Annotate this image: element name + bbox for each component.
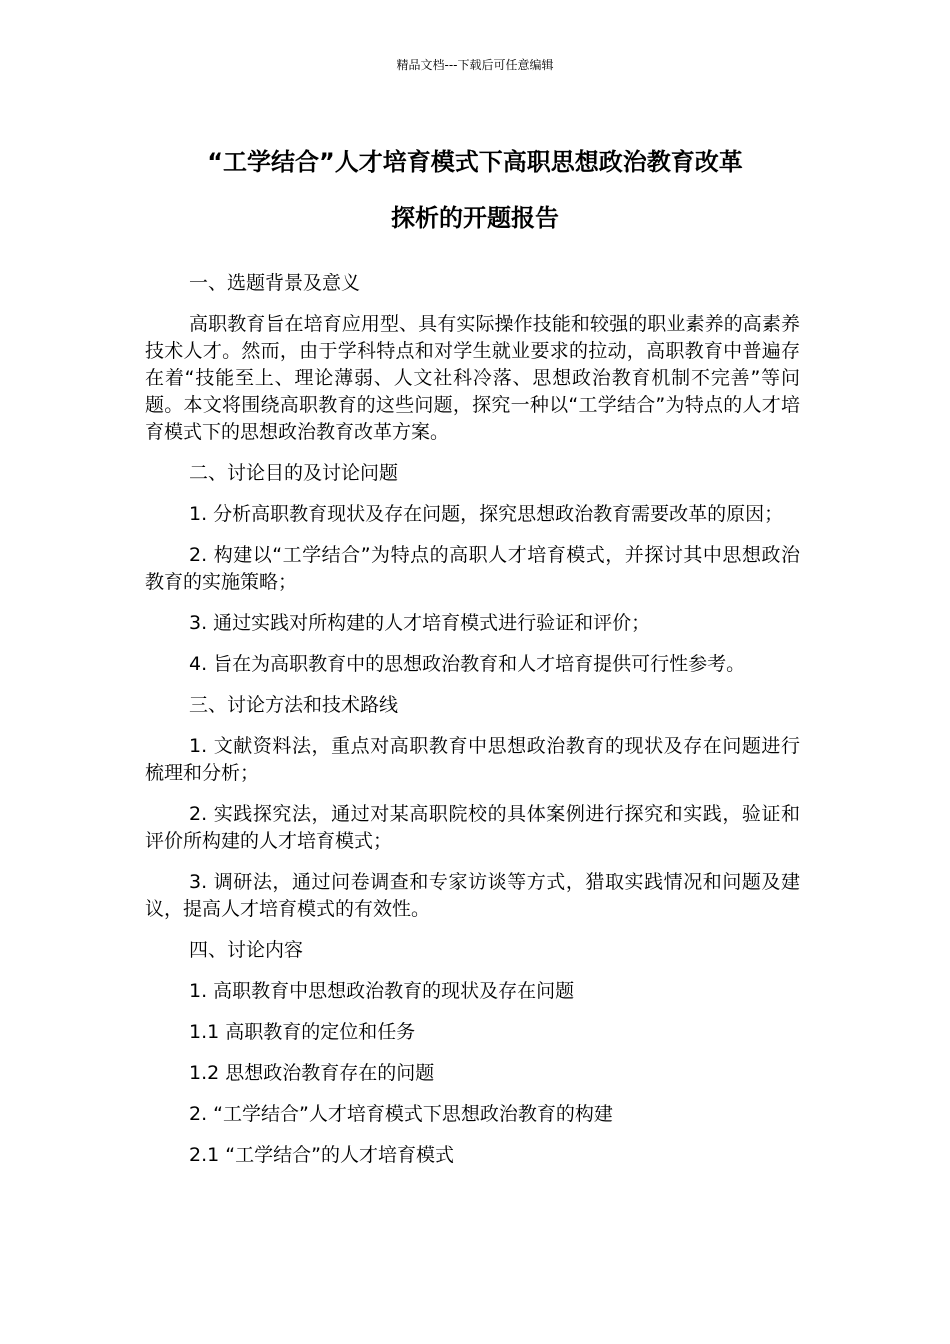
list-item-purpose-4: 4. 旨在为高职教育中的思想政治教育和人才培育提供可行性参考。 <box>189 653 746 675</box>
section-heading-methods: 三、讨论方法和技术路线 <box>189 694 399 716</box>
outline-item-2-1: 2.1 “工学结合”的人才培育模式 <box>189 1144 454 1166</box>
list-item-purpose-2: 2. 构建以“工学结合”为特点的高职人才培育模式，并探讨其中思想政治教育的实施策略； <box>145 544 800 593</box>
outline-item-1-1: 1.1 高职教育的定位和任务 <box>189 1021 416 1043</box>
document-title-line-2: 探析的开题报告 <box>391 204 559 232</box>
outline-item-2: 2. “工学结合”人才培育模式下思想政治教育的构建 <box>189 1103 613 1125</box>
list-item-method-3: 3. 调研法，通过问卷调查和专家访谈等方式，猎取实践情况和问题及建议，提高人才培育模式的有效性。 <box>145 871 800 920</box>
list-item-method-2: 2. 实践探究法，通过对某高职院校的具体案例进行探究和实践，验证和评价所构建的人才培育模式； <box>145 803 800 852</box>
list-item-purpose-3: 3. 通过实践对所构建的人才培育模式进行验证和评价； <box>189 612 651 634</box>
document-title <box>140 134 810 246</box>
list-item-purpose-1: 1. 分析高职教育现状及存在问题，探究思想政治教育需要改革的原因； <box>189 503 784 525</box>
list-item-method-1: 1. 文献资料法，重点对高职教育中思想政治教育的现状及存在问题进行梳理和分析； <box>145 735 800 784</box>
section-heading-background: 一、选题背景及意义 <box>189 272 361 294</box>
header-note: 精品文档---下载后可任意编辑 <box>396 58 554 72</box>
section-heading-purpose: 二、讨论目的及讨论问题 <box>189 462 399 484</box>
document-body <box>145 270 800 1183</box>
outline-item-1-2: 1.2 思想政治教育存在的问题 <box>189 1062 435 1084</box>
outline-item-1: 1. 高职教育中思想政治教育的现状及存在问题 <box>189 980 575 1002</box>
section-heading-content: 四、讨论内容 <box>189 939 304 961</box>
document-title-line-1: “工学结合”人才培育模式下高职思想政治教育改革 <box>207 148 743 176</box>
paragraph-background: 高职教育旨在培育应用型、具有实际操作技能和较强的职业素养的高素养技术人才。然而，由于学科特点和对学生就业要求的拉动，高职教育中普遍存在着“技能至上、理论薄弱、人文社科冷落、思想政治教育机制不完善”等问题。本文将围绕高职教育的这些问题，探究一种以“工学结合”为特点的人才培育模式下的思想政治教育改革方案。 <box>145 313 800 443</box>
